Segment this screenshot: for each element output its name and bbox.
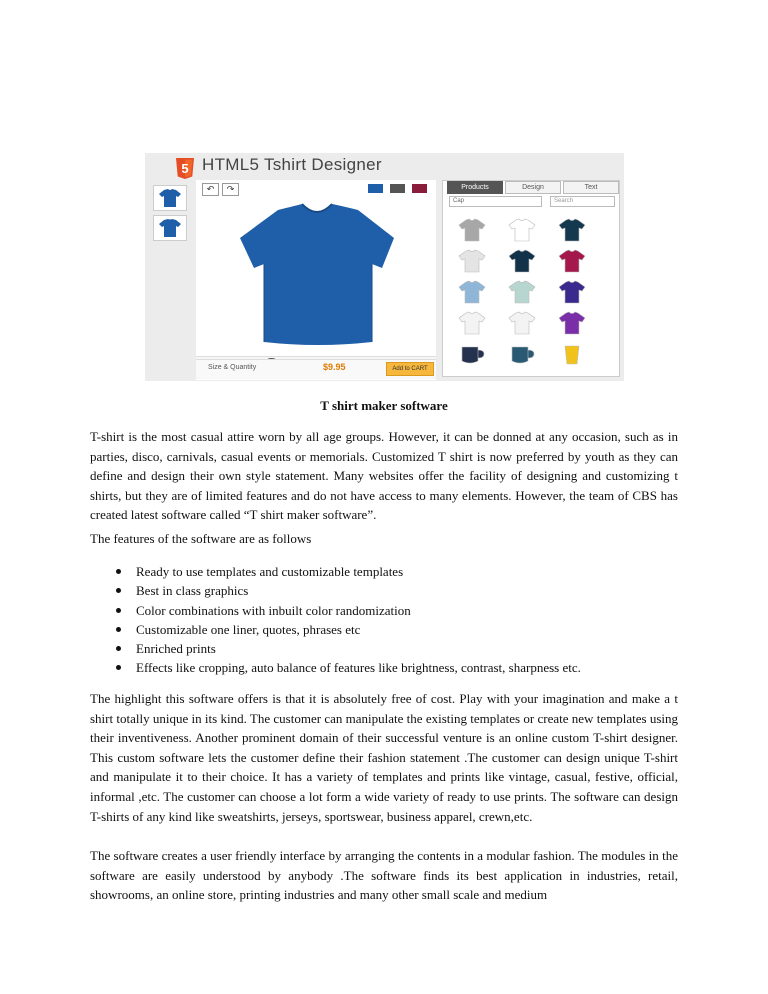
- tshirt-icon: [457, 248, 487, 274]
- view-thumbnails: [153, 185, 191, 245]
- size-quantity-bar: [196, 359, 436, 378]
- list-item: Enriched prints: [90, 639, 690, 658]
- paragraph-intro: T-shirt is the most casual attire worn by all age groups. However, it can be donned at any occasion, such as in parties, disco, carnivals, casual events or memorials. Customized T shirt is now preferred by youth as they can define and design their own style statement. Many websites offer the facility of designing and customizing t shirts, but they are of limited features and do not have access to many elements. However, the team of CBS has created latest software called “T shirt maker software”.: [90, 429, 678, 523]
- mug-icon: [507, 341, 537, 367]
- bullet-icon: [116, 569, 121, 574]
- product-item[interactable]: [507, 341, 537, 367]
- undo-icon[interactable]: ↶: [202, 183, 219, 196]
- size-quantity-label[interactable]: Size & Quantity: [208, 364, 257, 371]
- product-item[interactable]: [557, 341, 587, 367]
- list-item: Best in class graphics: [90, 581, 690, 600]
- product-item[interactable]: [457, 341, 487, 367]
- figure-caption: T shirt maker software: [320, 398, 448, 413]
- product-item[interactable]: [557, 217, 587, 243]
- tshirt-designer-screenshot: [145, 153, 624, 381]
- price: $9.95: [323, 362, 346, 372]
- tshirt-icon: [557, 310, 587, 336]
- product-item[interactable]: [507, 248, 537, 274]
- product-item[interactable]: [457, 217, 487, 243]
- mug-icon: [457, 341, 487, 367]
- tab-products[interactable]: Products: [447, 181, 503, 194]
- product-panel: [442, 180, 620, 377]
- app-header: [145, 153, 624, 181]
- app-title: HTML5 Tshirt Designer: [202, 155, 382, 174]
- product-item[interactable]: [457, 248, 487, 274]
- search-input[interactable]: Search: [550, 196, 615, 207]
- bullet-icon: [116, 665, 121, 670]
- color-swatch[interactable]: [368, 184, 383, 193]
- bullet-icon: [116, 608, 121, 613]
- features-list: [90, 562, 690, 678]
- tshirt-icon: [507, 248, 537, 274]
- list-item: Effects like cropping, auto balance of features like brightness, contrast, sharpness etc.: [90, 658, 690, 677]
- list-item: Ready to use templates and customizable templates: [90, 562, 690, 581]
- bullet-icon: [116, 627, 121, 632]
- paragraph-highlight: The highlight this software offers is that it is absolutely free of cost. Play with your imagination and make a t shirt totally unique in its kind. The customer can manipulate the existing templates or create new templates using their inventiveness. Another prominent domain of their successful venture is an online custom T-shirt designer. This custom software lets the customer define their fashion statement .The customer can design unique T-shirt and manipulate it to their choice. It has a variety of templates and prints like vintage, casual, festive, official, informal ,etc. The customer can choose a lot form a wide variety of ready to use prints. The software can design T-shirts of any kind like sweatshirts, jerseys, sportswear, business apparel, crewn,etc.: [90, 691, 678, 824]
- product-item[interactable]: [457, 310, 487, 336]
- tshirt-icon: [457, 279, 487, 305]
- redo-icon[interactable]: ↷: [222, 183, 239, 196]
- paragraph-interface: The software creates a user friendly interface by arranging the contents in a modular fashion. The modules in the software are easily understood by anybody .The software finds its best application in industries, retail, showrooms, an online store, printing industries and many other small scale and medium: [90, 848, 678, 903]
- product-item[interactable]: [507, 279, 537, 305]
- tab-design[interactable]: Design: [505, 181, 561, 194]
- add-to-cart-button[interactable]: Add to CART: [386, 362, 434, 376]
- bullet-icon: [116, 646, 121, 651]
- product-item[interactable]: [557, 279, 587, 305]
- product-item[interactable]: [507, 310, 537, 336]
- product-item[interactable]: [557, 310, 587, 336]
- color-swatch[interactable]: [390, 184, 405, 193]
- tshirt-icon: [507, 279, 537, 305]
- tshirt-icon: [557, 248, 587, 274]
- features-intro: The features of the software are as follows: [90, 531, 312, 546]
- tshirt-preview: [226, 202, 408, 346]
- tshirt-icon: [557, 279, 587, 305]
- bullet-icon: [116, 588, 121, 593]
- design-canvas[interactable]: [196, 180, 436, 380]
- tab-text[interactable]: Text: [563, 181, 619, 194]
- tshirt-icon: [507, 310, 537, 336]
- html5-logo-icon: [175, 158, 195, 179]
- product-item[interactable]: [557, 248, 587, 274]
- thumbnail-back[interactable]: [153, 215, 187, 241]
- list-item: Color combinations with inbuilt color randomization: [90, 601, 690, 620]
- mug-icon: [557, 341, 587, 367]
- tshirt-front-icon: [158, 188, 182, 208]
- product-item[interactable]: [507, 217, 537, 243]
- tshirt-icon: [457, 217, 487, 243]
- thumbnail-front[interactable]: [153, 185, 187, 211]
- tshirt-icon: [557, 217, 587, 243]
- product-item[interactable]: [457, 279, 487, 305]
- tshirt-back-icon: [158, 218, 182, 238]
- list-item: Customizable one liner, quotes, phrases etc: [90, 620, 690, 639]
- tshirt-icon: [457, 310, 487, 336]
- category-select[interactable]: Cap: [449, 196, 542, 207]
- tshirt-icon: [507, 217, 537, 243]
- color-swatch[interactable]: [412, 184, 427, 193]
- html5-logo-text: 5: [181, 161, 189, 176]
